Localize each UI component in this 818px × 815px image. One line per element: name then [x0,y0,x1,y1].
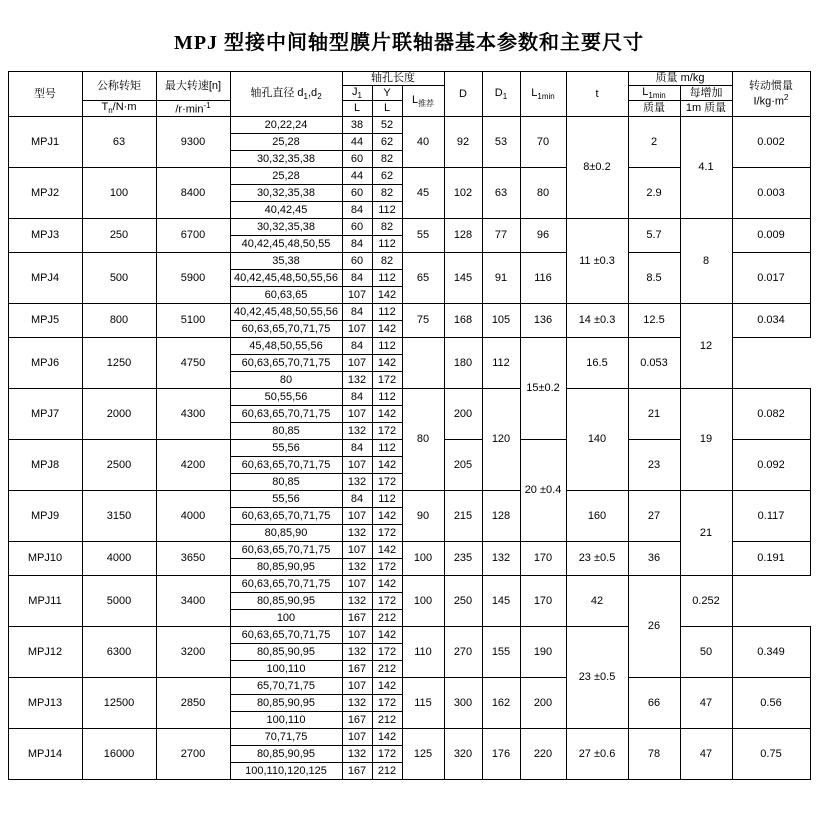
cell-D1: 63 [482,168,520,219]
cell-bore-diameter: 20,22,24 [230,117,342,134]
cell-bore-diameter: 60,63,65,70,71,75 [230,576,342,593]
cell-bore-diameter: 65,70,71,75 [230,678,342,695]
cell-t: 15±0.2 [520,338,566,440]
spec-table [8,71,811,780]
cell-bore-length-j1: 132 [342,525,372,542]
cell-mass-add: 19 [680,389,732,491]
cell-bore-diameter: 100 [230,610,342,627]
cell-L1min: 70 [520,117,566,168]
cell-l-recommended: 100 [402,576,444,627]
cell-bore-diameter: 60,63,65,70,71,75 [230,355,342,372]
cell-L1min: 190 [520,627,566,678]
cell-bore-length-y: 112 [372,270,402,287]
header-D: D [444,72,482,117]
cell-bore-diameter: 80,85,90,95 [230,746,342,763]
cell-l-recommended: 75 [402,304,444,338]
cell-bore-length-y: 172 [372,525,402,542]
cell-l-recommended: 125 [402,729,444,780]
cell-mass-add: 4.1 [680,117,732,219]
cell-D1: 105 [482,304,520,338]
cell-model: MPJ4 [8,253,82,304]
cell-bore-length-j1: 107 [342,287,372,304]
cell-inertia: 0.75 [732,729,810,780]
cell-torque: 12500 [82,678,156,729]
cell-inertia: 0.092 [732,440,810,491]
cell-mass-l1min: 27 [628,491,680,542]
cell-bore-length-j1: 107 [342,678,372,695]
cell-bore-diameter: 35,38 [230,253,342,270]
cell-bore-length-y: 62 [372,168,402,185]
cell-L1min: 136 [520,304,566,338]
header-t: t [566,72,628,117]
cell-model: MPJ14 [8,729,82,780]
cell-bore-length-j1: 44 [342,134,372,151]
cell-l-recommended: 55 [402,219,444,253]
cell-bore-diameter: 60,63,65,70,71,75 [230,542,342,559]
cell-bore-length-y: 172 [372,423,402,440]
cell-speed: 4750 [156,338,230,389]
cell-mass-add: 12 [680,304,732,389]
cell-bore-length-y: 212 [372,712,402,729]
cell-bore-length-y: 172 [372,746,402,763]
cell-D1: 176 [482,729,520,780]
cell-L1min: 116 [520,253,566,304]
cell-bore-length-y: 112 [372,491,402,508]
cell-bore-length-j1: 167 [342,661,372,678]
cell-mass-l1min: 2.9 [628,168,680,219]
cell-bore-length-y: 142 [372,457,402,474]
cell-D1: 145 [482,576,520,627]
cell-speed: 3650 [156,542,230,576]
cell-bore-length-y: 142 [372,678,402,695]
cell-D: 215 [444,491,482,542]
cell-bore-length-y: 212 [372,763,402,780]
cell-torque: 2000 [82,389,156,440]
cell-inertia: 0.349 [732,627,810,678]
cell-model: MPJ5 [8,304,82,338]
header-torque: 公称转矩 [82,72,156,101]
cell-speed: 2850 [156,678,230,729]
cell-inertia: 0.003 [732,168,810,219]
cell-bore-length-j1: 84 [342,270,372,287]
cell-bore-length-y: 62 [372,134,402,151]
cell-bore-length-j1: 107 [342,321,372,338]
header-j1-l: L [342,101,372,117]
cell-l-recommended: 40 [402,117,444,168]
cell-D: 128 [444,219,482,253]
cell-D1: 120 [482,389,520,491]
cell-bore-diameter: 80,85,90,95 [230,593,342,610]
cell-speed: 4000 [156,491,230,542]
cell-bore-diameter: 70,71,75 [230,729,342,746]
cell-bore-length-y: 172 [372,593,402,610]
cell-t: 14 ±0.3 [566,304,628,338]
cell-mass-l1min: 36 [628,542,680,576]
cell-L1min: 80 [520,168,566,219]
cell-bore-length-y: 82 [372,185,402,202]
table-row [8,389,810,406]
cell-L1min: 140 [566,389,628,491]
header-L1min: $L_{1min}$ [520,72,566,117]
cell-torque: 2500 [82,440,156,491]
cell-bore-diameter: 30,32,35,38 [230,185,342,202]
cell-bore-length-j1: 84 [342,304,372,321]
cell-bore-diameter: 40,42,45,48,50,55,56 [230,304,342,321]
cell-mass-add: 21 [680,491,732,576]
cell-L1min: 96 [520,219,566,253]
cell-torque: 100 [82,168,156,219]
cell-bore-diameter: 100,110 [230,712,342,729]
cell-mass-l1min: 78 [628,729,680,780]
cell-l-recommended [402,338,444,389]
cell-bore-diameter: 60,63,65,70,71,75 [230,627,342,644]
table-row [8,117,810,134]
table-row [8,491,810,508]
cell-D: 205 [444,440,482,491]
cell-bore-length-y: 82 [372,253,402,270]
cell-D: 200 [444,389,482,440]
cell-t: 23 ±0.5 [566,542,628,576]
table-row [8,304,810,321]
header-model: 型号 [8,72,82,117]
cell-mass-l1min: 12.5 [628,304,680,338]
cell-L1min: 200 [520,678,566,729]
header-speed: 最大转速[n] [156,72,230,101]
cell-bore-length-j1: 132 [342,559,372,576]
cell-bore-length-j1: 107 [342,627,372,644]
cell-bore-diameter: 30,32,35,38 [230,151,342,168]
header-inertia: 转动惯量 $I/kg\cdot m^2$ [732,72,810,117]
cell-torque: 5000 [82,576,156,627]
cell-l-recommended: 65 [402,253,444,304]
cell-D: 92 [444,117,482,168]
cell-bore-length-y: 212 [372,610,402,627]
cell-bore-length-y: 172 [372,372,402,389]
cell-speed: 8400 [156,168,230,219]
cell-bore-length-j1: 84 [342,440,372,457]
cell-bore-diameter: 60,63,65,70,71,75 [230,406,342,423]
cell-bore-length-y: 212 [372,661,402,678]
cell-torque: 500 [82,253,156,304]
cell-speed: 9300 [156,117,230,168]
header-bore-diameter: 轴孔直径 $d_1,d_2$ [230,72,342,117]
cell-L1min: 220 [520,729,566,780]
cell-bore-length-j1: 107 [342,355,372,372]
cell-bore-length-j1: 132 [342,593,372,610]
cell-l-recommended: 115 [402,678,444,729]
cell-D: 168 [444,304,482,338]
cell-inertia: 0.017 [732,253,810,304]
cell-bore-diameter: 55,56 [230,491,342,508]
cell-D: 300 [444,678,482,729]
cell-bore-length-j1: 167 [342,763,372,780]
cell-bore-length-j1: 60 [342,253,372,270]
cell-speed: 5900 [156,253,230,304]
cell-bore-length-y: 142 [372,729,402,746]
cell-model: MPJ9 [8,491,82,542]
cell-bore-length-j1: 84 [342,389,372,406]
cell-t: 20 ±0.4 [520,440,566,542]
cell-D1: 162 [482,678,520,729]
cell-speed: 3400 [156,576,230,627]
cell-L1min: 170 [520,576,566,627]
cell-bore-length-j1: 132 [342,746,372,763]
cell-bore-length-y: 172 [372,644,402,661]
header-speed-unit: $/r\cdot\min^{-1}$ [156,101,230,117]
cell-model: MPJ11 [8,576,82,627]
cell-torque: 6300 [82,627,156,678]
table-row [8,678,810,695]
cell-torque: 3150 [82,491,156,542]
cell-D1: 112 [482,338,520,389]
cell-model: MPJ13 [8,678,82,729]
cell-bore-length-y: 142 [372,321,402,338]
cell-bore-length-j1: 84 [342,236,372,253]
cell-torque: 4000 [82,542,156,576]
cell-bore-diameter: 60,63,65 [230,287,342,304]
cell-mass-add: 47 [680,729,732,780]
header-bore-length: 轴孔长度 [342,72,444,86]
cell-bore-diameter: 80,85 [230,474,342,491]
cell-bore-length-j1: 107 [342,729,372,746]
cell-bore-length-y: 112 [372,304,402,321]
cell-torque: 800 [82,304,156,338]
cell-D: 180 [444,338,482,389]
cell-bore-diameter: 80,85,90,95 [230,695,342,712]
cell-inertia: 0.117 [732,491,810,542]
cell-speed: 3200 [156,627,230,678]
cell-speed: 4200 [156,440,230,491]
cell-bore-length-j1: 107 [342,457,372,474]
cell-inertia: 0.191 [732,542,810,576]
cell-inertia: 0.053 [628,338,680,389]
cell-D: 102 [444,168,482,219]
cell-bore-diameter: 40,42,45,48,50,55 [230,236,342,253]
cell-mass-add: 26 [628,576,680,678]
header-l-recommended: $L_{推荐}$ [402,85,444,117]
cell-bore-length-y: 82 [372,151,402,168]
cell-D1: 132 [482,542,520,576]
cell-bore-diameter: 55,56 [230,440,342,457]
cell-model: MPJ10 [8,542,82,576]
cell-mass-add: 47 [680,678,732,729]
cell-bore-diameter: 100,110,120,125 [230,763,342,780]
header-torque-unit: $T_n/N\cdot m$ [82,101,156,117]
cell-mass-l1min: 2 [628,117,680,168]
table-row [8,729,810,746]
cell-bore-length-j1: 38 [342,117,372,134]
cell-bore-length-j1: 44 [342,168,372,185]
cell-t: 11 ±0.3 [566,219,628,304]
cell-bore-length-y: 142 [372,406,402,423]
cell-D1: 155 [482,627,520,678]
cell-mass-l1min: 21 [628,389,680,440]
cell-l-recommended: 110 [402,627,444,678]
cell-D1: 77 [482,219,520,253]
cell-bore-length-y: 172 [372,695,402,712]
cell-model: MPJ2 [8,168,82,219]
cell-bore-length-y: 142 [372,355,402,372]
cell-mass-l1min: 42 [566,576,628,627]
cell-bore-length-y: 112 [372,202,402,219]
cell-D: 235 [444,542,482,576]
header-y-l: L [372,101,402,117]
cell-torque: 16000 [82,729,156,780]
cell-bore-length-y: 142 [372,627,402,644]
cell-model: MPJ12 [8,627,82,678]
header-mass-l1min-unit: 质量 [628,101,680,117]
header-D1: $D_1$ [482,72,520,117]
cell-bore-length-j1: 132 [342,644,372,661]
cell-model: MPJ6 [8,338,82,389]
header-j1: $J_1$ [342,85,372,100]
cell-mass-l1min: 23 [628,440,680,491]
header-mass-l1min: $L_{1min}$ [628,85,680,100]
cell-speed: 4300 [156,389,230,440]
header-mass: 质量 m/kg [628,72,732,86]
cell-bore-length-j1: 107 [342,406,372,423]
header-mass-add-unit: 1m 质量 [680,101,732,117]
cell-inertia: 0.034 [732,304,810,338]
cell-bore-length-j1: 132 [342,372,372,389]
table-row [8,219,810,236]
cell-D: 320 [444,729,482,780]
cell-bore-length-j1: 167 [342,610,372,627]
cell-speed: 6700 [156,219,230,253]
cell-inertia: 0.252 [680,576,732,627]
cell-bore-length-y: 142 [372,508,402,525]
cell-t: 27 ±0.6 [566,729,628,780]
cell-l-recommended: 80 [402,389,444,491]
cell-bore-diameter: 25,28 [230,168,342,185]
cell-mass-l1min: 16.5 [566,338,628,389]
cell-bore-length-y: 142 [372,542,402,559]
cell-bore-diameter: 60,63,65,70,71,75 [230,508,342,525]
cell-mass-l1min: 50 [680,627,732,678]
cell-l-recommended: 100 [402,542,444,576]
cell-t: 8±0.2 [566,117,628,219]
cell-bore-length-y: 142 [372,287,402,304]
cell-inertia: 0.009 [732,219,810,253]
cell-D: 250 [444,576,482,627]
cell-inertia: 0.002 [732,117,810,168]
header-y: Y [372,85,402,100]
cell-bore-length-y: 82 [372,219,402,236]
cell-bore-diameter: 40,42,45 [230,202,342,219]
cell-bore-length-y: 172 [372,474,402,491]
cell-mass-l1min: 66 [628,678,680,729]
cell-bore-diameter: 100,110 [230,661,342,678]
cell-L1min: 170 [520,542,566,576]
cell-torque: 1250 [82,338,156,389]
cell-bore-diameter: 40,42,45,48,50,55,56 [230,270,342,287]
cell-bore-diameter: 80 [230,372,342,389]
cell-torque: 63 [82,117,156,168]
cell-speed: 2700 [156,729,230,780]
cell-D1: 91 [482,253,520,304]
cell-bore-length-y: 142 [372,576,402,593]
table-row [8,627,810,644]
cell-torque: 250 [82,219,156,253]
cell-bore-diameter: 60,63,65,70,71,75 [230,457,342,474]
cell-bore-length-y: 112 [372,236,402,253]
cell-bore-length-y: 112 [372,389,402,406]
cell-D: 270 [444,627,482,678]
cell-t: 23 ±0.5 [566,627,628,729]
cell-D: 145 [444,253,482,304]
cell-mass-l1min: 5.7 [628,219,680,253]
cell-bore-diameter: 80,85,90,95 [230,559,342,576]
cell-bore-diameter: 45,48,50,55,56 [230,338,342,355]
cell-bore-length-j1: 132 [342,474,372,491]
cell-bore-length-j1: 84 [342,338,372,355]
cell-bore-length-j1: 84 [342,202,372,219]
cell-bore-diameter: 60,63,65,70,71,75 [230,321,342,338]
cell-bore-length-j1: 107 [342,542,372,559]
cell-bore-diameter: 80,85,90 [230,525,342,542]
cell-inertia: 0.56 [732,678,810,729]
cell-bore-length-y: 172 [372,559,402,576]
cell-l-recommended: 90 [402,491,444,542]
cell-bore-length-j1: 167 [342,712,372,729]
cell-bore-length-j1: 84 [342,491,372,508]
cell-mass-l1min: 8.5 [628,253,680,304]
cell-model: MPJ7 [8,389,82,440]
cell-l-recommended: 45 [402,168,444,219]
table-header [8,72,810,117]
cell-bore-diameter: 80,85,90,95 [230,644,342,661]
cell-model: MPJ1 [8,117,82,168]
cell-bore-length-j1: 60 [342,151,372,168]
cell-speed: 5100 [156,304,230,338]
cell-bore-diameter: 30,32,35,38 [230,219,342,236]
cell-bore-length-j1: 60 [342,219,372,236]
cell-L1min: 160 [566,491,628,542]
cell-mass-add: 8 [680,219,732,304]
cell-bore-length-y: 112 [372,440,402,457]
cell-D1: 53 [482,117,520,168]
cell-bore-length-j1: 132 [342,423,372,440]
cell-model: MPJ8 [8,440,82,491]
cell-bore-length-y: 112 [372,338,402,355]
cell-bore-diameter: 80,85 [230,423,342,440]
table-row [8,576,810,593]
cell-inertia: 0.082 [732,389,810,440]
table-body [8,117,810,780]
cell-bore-length-y: 52 [372,117,402,134]
cell-bore-length-j1: 132 [342,695,372,712]
cell-D1: 128 [482,491,520,542]
cell-bore-diameter: 50,55,56 [230,389,342,406]
cell-bore-length-j1: 107 [342,508,372,525]
header-mass-add: 每增加 [680,85,732,100]
cell-bore-length-j1: 107 [342,576,372,593]
cell-model: MPJ3 [8,219,82,253]
cell-bore-length-j1: 60 [342,185,372,202]
page-title: MPJ 型接中间轴型膜片联轴器基本参数和主要尺寸 [173,32,645,54]
cell-bore-diameter: 25,28 [230,134,342,151]
